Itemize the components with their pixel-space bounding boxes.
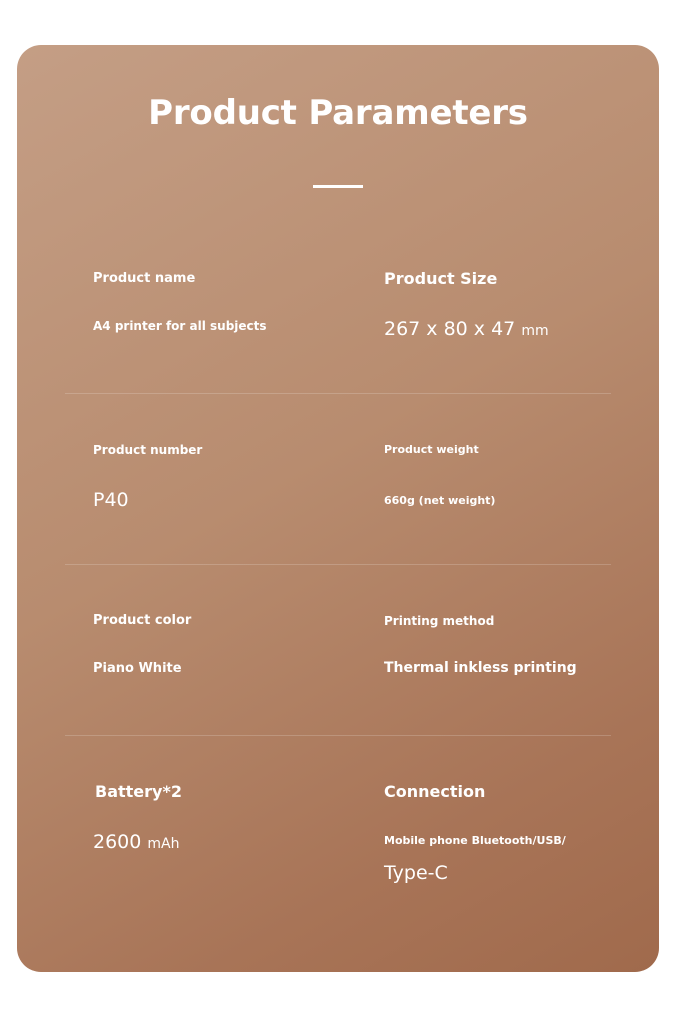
param-label: Product color (93, 613, 192, 628)
param-value-unit: mAh (147, 836, 180, 852)
title-underline (313, 185, 363, 188)
param-label: Product weight (384, 443, 479, 456)
param-value-line-1: Mobile phone Bluetooth/USB/ (384, 834, 566, 847)
page-title: Product Parameters (148, 93, 528, 133)
param-label: Battery*2 (95, 782, 182, 801)
param-label: Product name (93, 271, 196, 286)
param-label: Product Size (384, 269, 498, 288)
param-value: 660g (net weight) (384, 494, 496, 507)
row-divider (65, 735, 611, 736)
param-value-unit: mm (521, 323, 549, 339)
row-divider (65, 564, 611, 565)
param-value-number: 267 x 80 x 47 (384, 318, 516, 340)
param-value: Thermal inkless printing (384, 660, 577, 676)
param-label: Printing method (384, 614, 495, 628)
param-value: A4 printer for all subjects (93, 319, 267, 333)
param-label: Product number (93, 443, 203, 457)
param-value-line-2: Type-C (384, 862, 448, 884)
param-value (93, 831, 180, 853)
product-parameters-card (17, 45, 659, 972)
param-value: Piano White (93, 661, 182, 676)
param-value: P40 (93, 489, 129, 511)
param-value-number: 2600 (93, 831, 142, 853)
row-divider (65, 393, 611, 394)
param-label: Connection (384, 782, 486, 801)
param-value (384, 318, 549, 340)
